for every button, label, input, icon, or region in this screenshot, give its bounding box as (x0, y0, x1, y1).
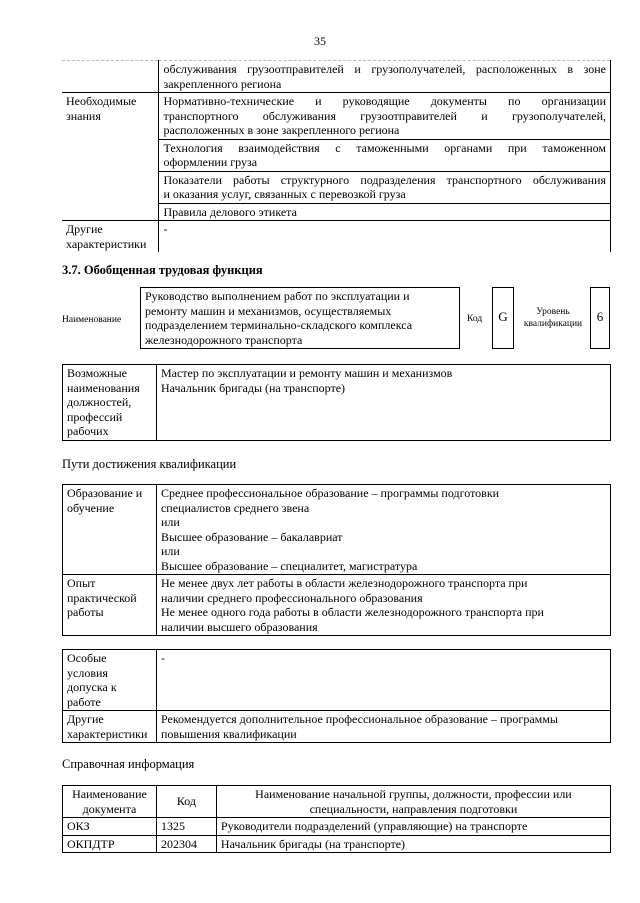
reference-table (62, 785, 611, 853)
knowledge-item: Нормативно-технические и руководящие документы по организации транспортного обслуживания грузоотправителей и грузополучателей, расположенных в зоне закрепленного региона (159, 93, 611, 140)
table-header-row (63, 786, 611, 818)
special-conditions-label: Особые условия допуска к работе (63, 650, 157, 711)
other-value: - (159, 221, 611, 253)
table-row (63, 818, 611, 836)
reference-title: Справочная информация (62, 757, 195, 771)
paths-title: Пути достижения квалификации (62, 457, 237, 471)
function-heading: 3.7. Обобщенная трудовая функция (62, 263, 263, 277)
table-row (63, 365, 611, 441)
table-row (62, 61, 611, 93)
function-name-box: Руководство выполнением работ по эксплуатации и ремонту машин и механизмов, осуществляемых подразделением терминально-складского комплекса железнодорожного транспорта (140, 287, 460, 349)
level-value: 6 (590, 287, 610, 349)
cell-name: Начальник бригады (на транспорте) (216, 835, 610, 853)
cell-name: Руководители подразделений (управляющие) на транспорте (216, 818, 610, 836)
positions-values: Мастер по эксплуатации и ремонту машин и механизмов Начальник бригады (на транспорте) (156, 365, 610, 441)
continued-cell: обслуживания грузоотправителей и грузополучателей, расположенных в зоне закрепленного региона (159, 61, 611, 93)
table-row (63, 575, 611, 636)
education-values: Среднее профессиональное образование – программы подготовки специалистов среднего звена или Высшее образование – бакалавриат или Высшее образование – специалитет, магистратура (156, 485, 610, 575)
knowledge-item: Технология взаимодействия с таможенными органами при таможенном оформлении груза (159, 139, 611, 171)
code-label: Код (467, 314, 483, 324)
table-row (62, 93, 611, 140)
other-characteristics-value: Рекомендуется дополнительное профессиональное образование – программы повышения квалификации (156, 711, 610, 743)
paths-table (62, 484, 611, 636)
special-conditions-value: - (156, 650, 610, 711)
cell-code: 202304 (156, 835, 216, 853)
knowledge-item: Правила делового этикета (159, 203, 611, 221)
level-label: Уровень квалификации (523, 307, 583, 329)
knowledge-table (62, 60, 611, 252)
header-code: Код (156, 786, 216, 818)
conditions-table (62, 649, 611, 743)
positions-table (62, 364, 611, 441)
other-characteristics-label: Другие характеристики (63, 711, 157, 743)
table-row (62, 221, 611, 253)
table-row (63, 485, 611, 575)
table-row (63, 650, 611, 711)
other-label: Другие характеристики (62, 221, 159, 253)
cell-doc: ОКЗ (63, 818, 157, 836)
cell-code: 1325 (156, 818, 216, 836)
knowledge-label: Необходимые знания (62, 93, 159, 221)
page-number: 35 (314, 34, 326, 48)
cell-doc: ОКПДТР (63, 835, 157, 853)
header-document: Наименование документа (63, 786, 157, 818)
experience-values: Не менее двух лет работы в области железнодорожного транспорта при наличии среднего профессионального образования Не менее одного года работы в области железнодорожного транспорта при наличии высшего образования (156, 575, 610, 636)
positions-label: Возможные наименования должностей, профессий рабочих (63, 365, 157, 441)
knowledge-item: Показатели работы структурного подразделения транспортного обслуживания и оказания услуг, связанных с перевозкой груза (159, 171, 611, 203)
education-label: Образование и обучение (63, 485, 157, 575)
name-label: Наименование (62, 315, 122, 325)
table-row (63, 835, 611, 853)
header-name: Наименование начальной группы, должности, профессии или специальности, направления подготовки (216, 786, 610, 818)
table-row (63, 711, 611, 743)
code-value: G (492, 287, 514, 349)
experience-label: Опыт практической работы (63, 575, 157, 636)
